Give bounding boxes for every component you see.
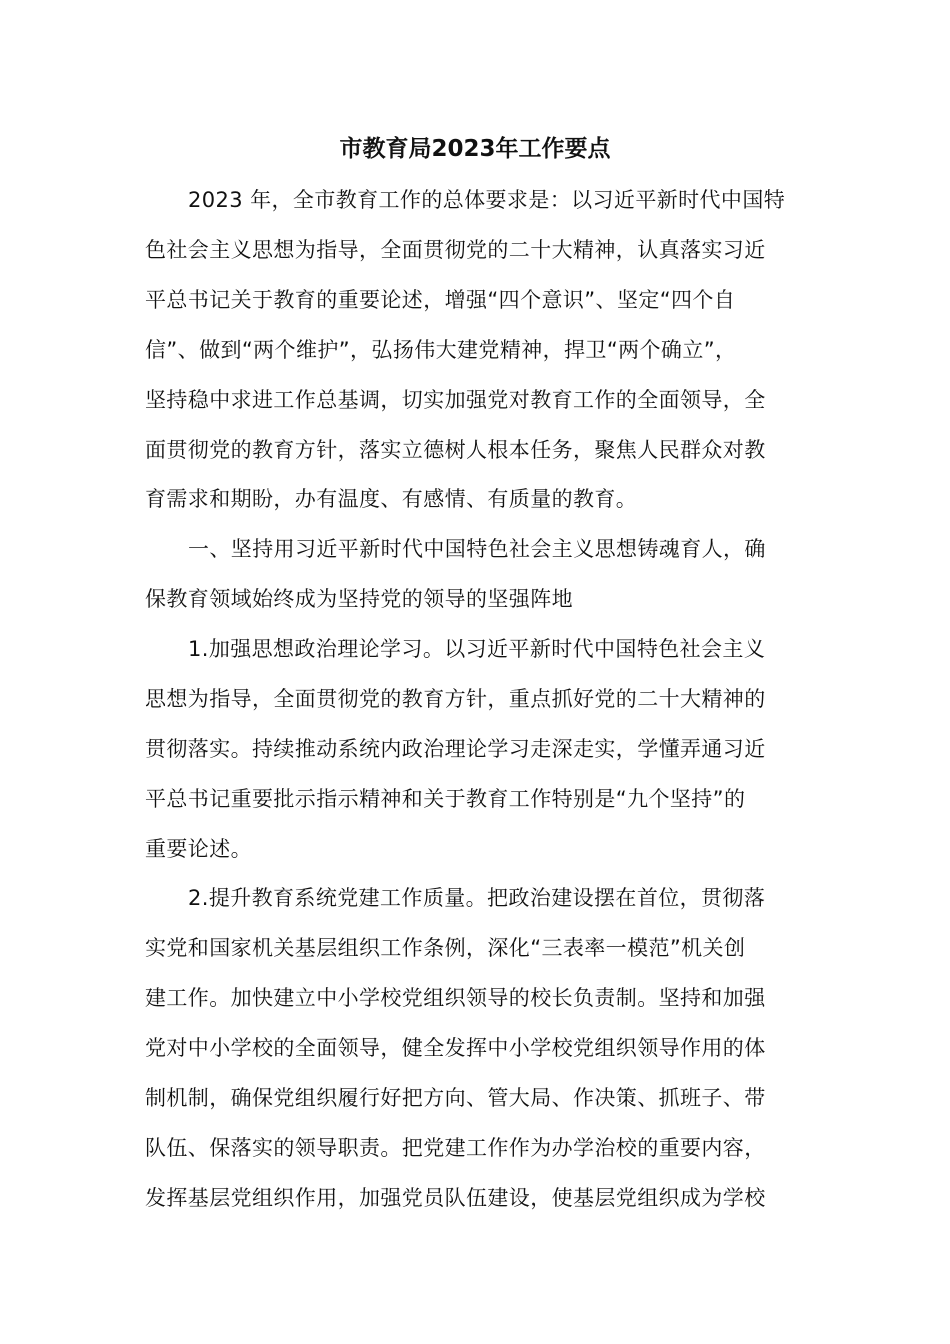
- body-line-4: 信”、做到“两个维护”，弘扬伟大建党精神，捍卫“两个确立”，: [145, 338, 737, 362]
- item-2-line-7: 发挥基层党组织作用，加强党员队伍建设，使基层党组织成为学校: [145, 1186, 766, 1210]
- section-heading-line-1: 一、坚持用习近平新时代中国特色社会主义思想铸魂育人，确: [188, 537, 766, 561]
- section-heading-line-2: 保教育领域始终成为坚持党的领导的坚强阵地: [145, 587, 573, 611]
- body-line-1: 2023 年，全市教育工作的总体要求是：以习近平新时代中国特: [188, 188, 786, 212]
- item-1-line-2: 思想为指导，全面贯彻党的教育方针，重点抓好党的二十大精神的: [145, 687, 766, 711]
- item-2-line-2: 实党和国家机关基层组织工作条例，深化“三表率一模范”机关创: [145, 936, 746, 960]
- item-1-line-5: 重要论述。: [145, 837, 252, 861]
- body-line-6: 面贯彻党的教育方针，落实立德树人根本任务，聚焦人民群众对教: [145, 438, 766, 462]
- body-line-3: 平总书记关于教育的重要论述，增强“四个意识”、坚定“四个自: [145, 288, 736, 312]
- item-2-line-5: 制机制，确保党组织履行好把方向、管大局、作决策、抓班子、带: [145, 1086, 766, 1110]
- body-line-7: 育需求和期盼，办有温度、有感情、有质量的教育。: [145, 487, 638, 511]
- item-2-line-3: 建工作。加快建立中小学校党组织领导的校长负责制。坚持和加强: [145, 986, 766, 1010]
- body-line-5: 坚持稳中求进工作总基调，切实加强党对教育工作的全面领导，全: [145, 388, 766, 412]
- item-2-line-6: 队伍、保落实的领导职责。把党建工作作为办学治校的重要内容，: [145, 1136, 766, 1160]
- document-title: 市教育局2023年工作要点: [339, 136, 611, 162]
- body-line-2: 色社会主义思想为指导，全面贯彻党的二十大精神，认真落实习近: [145, 238, 766, 262]
- item-1-line-4: 平总书记重要批示指示精神和关于教育工作特别是“九个坚持”的: [145, 787, 746, 811]
- item-2-line-1: 2.提升教育系统党建工作质量。把政治建设摆在首位，贯彻落: [188, 886, 766, 910]
- item-1-line-3: 贯彻落实。持续推动系统内政治理论学习走深走实，学懂弄通习近: [145, 737, 766, 761]
- item-2-line-4: 党对中小学校的全面领导，健全发挥中小学校党组织领导作用的体: [145, 1036, 766, 1060]
- item-1-line-1: 1.加强思想政治理论学习。以习近平新时代中国特色社会主义: [188, 637, 766, 661]
